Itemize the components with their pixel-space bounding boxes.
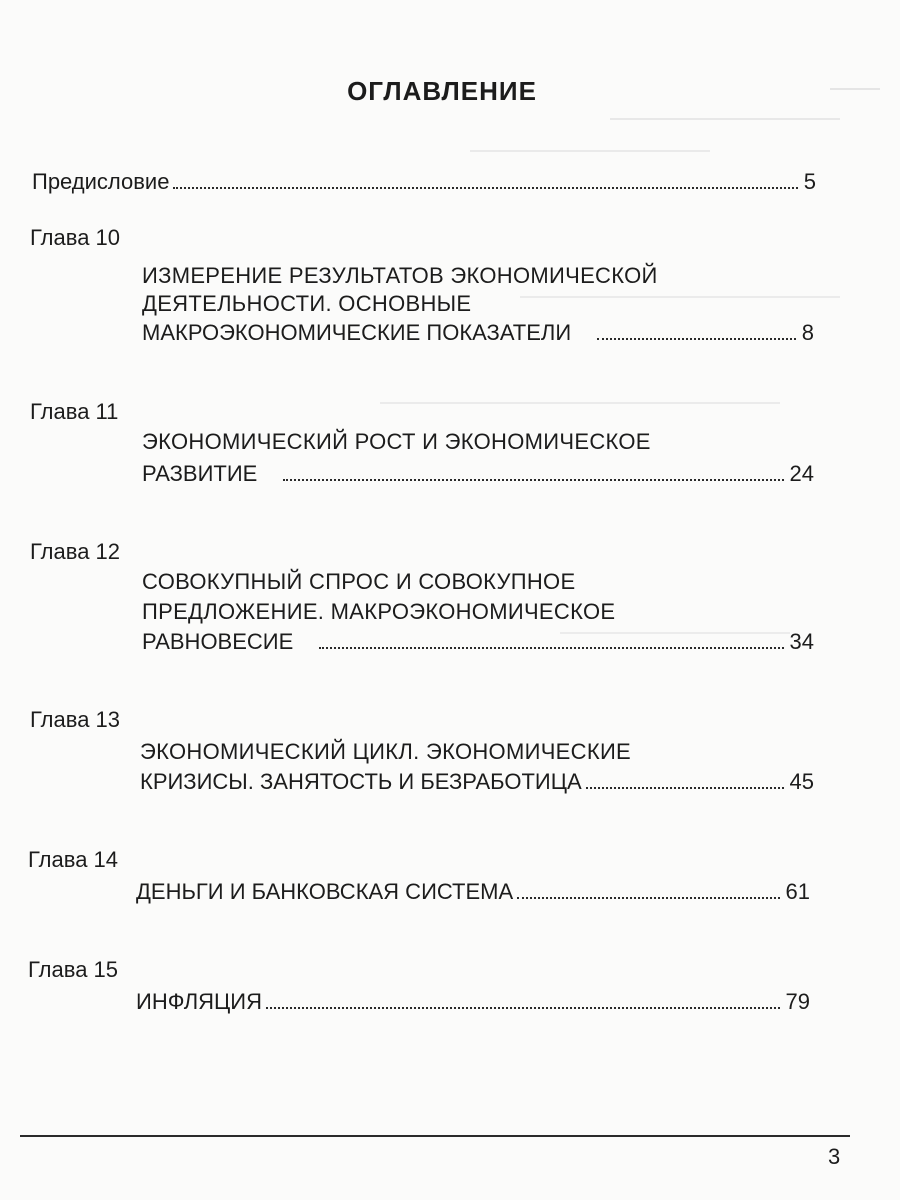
bleed-through-mark xyxy=(520,296,840,298)
page-number: 8 xyxy=(801,320,814,345)
dot-leader xyxy=(597,338,796,340)
folio-page-number: 3 xyxy=(828,1144,841,1169)
chapter-heading: Глава 12 xyxy=(30,539,121,564)
footer-rule xyxy=(20,1135,850,1137)
dot-leader xyxy=(173,187,797,189)
chapter-title-line: ПРЕДЛОЖЕНИЕ. МАКРОЭКОНОМИЧЕСКОЕ xyxy=(142,599,616,624)
chapter-title-line: МАКРОЭКОНОМИЧЕСКИЕ ПОКАЗАТЕЛИ xyxy=(142,320,572,345)
toc-entry-preface[interactable] xyxy=(32,168,816,196)
toc-entry-chapter-14[interactable] xyxy=(136,878,810,906)
chapter-title-line: ЭКОНОМИЧЕСКИЙ РОСТ И ЭКОНОМИЧЕСКОЕ xyxy=(142,429,651,454)
page-number: 24 xyxy=(789,461,814,486)
bleed-through-mark xyxy=(380,402,780,404)
chapter-title-line: РАЗВИТИЕ xyxy=(142,461,258,486)
chapter-title-line: ДЕНЬГИ И БАНКОВСКАЯ СИСТЕМА xyxy=(136,879,514,904)
chapter-heading: Глава 14 xyxy=(28,847,119,872)
toc-title: ОГЛАВЛЕНИЕ xyxy=(347,76,537,106)
chapter-title-line: СОВОКУПНЫЙ СПРОС И СОВОКУПНОЕ xyxy=(142,569,576,594)
bleed-through-mark xyxy=(610,118,840,120)
chapter-title-line: ДЕЯТЕЛЬНОСТИ. ОСНОВНЫЕ xyxy=(142,291,472,316)
chapter-heading: Глава 10 xyxy=(30,225,121,250)
chapter-title-line: ИЗМЕРЕНИЕ РЕЗУЛЬТАТОВ ЭКОНОМИЧЕСКОЙ xyxy=(142,263,658,288)
page-number: 5 xyxy=(803,169,816,194)
toc-entry-chapter-13[interactable] xyxy=(140,768,814,796)
bleed-through-mark xyxy=(470,150,710,152)
chapter-title-line: РАВНОВЕСИЕ xyxy=(142,629,294,654)
dot-leader xyxy=(517,897,779,899)
toc-entry-chapter-10[interactable] xyxy=(142,319,814,347)
page-number: 45 xyxy=(789,769,814,794)
dot-leader xyxy=(586,787,784,789)
toc-entry-chapter-11[interactable] xyxy=(142,460,814,488)
chapter-heading: Глава 11 xyxy=(30,399,119,424)
page-number: 34 xyxy=(789,629,814,654)
chapter-heading: Глава 13 xyxy=(30,707,121,732)
dot-leader xyxy=(283,479,783,481)
chapter-heading: Глава 15 xyxy=(28,957,119,982)
dot-leader xyxy=(266,1007,780,1009)
preface-label: Предисловие xyxy=(32,169,170,194)
dot-leader xyxy=(319,647,783,649)
chapter-title-line: КРИЗИСЫ. ЗАНЯТОСТЬ И БЕЗРАБОТИЦА xyxy=(140,769,582,794)
toc-entry-chapter-12[interactable] xyxy=(142,628,814,656)
page-number: 79 xyxy=(785,989,810,1014)
toc-entry-chapter-15[interactable] xyxy=(136,988,810,1016)
chapter-title-line: ЭКОНОМИЧЕСКИЙ ЦИКЛ. ЭКОНОМИЧЕСКИЕ xyxy=(140,739,632,764)
page-number: 61 xyxy=(785,879,810,904)
chapter-title-line: ИНФЛЯЦИЯ xyxy=(136,989,262,1014)
